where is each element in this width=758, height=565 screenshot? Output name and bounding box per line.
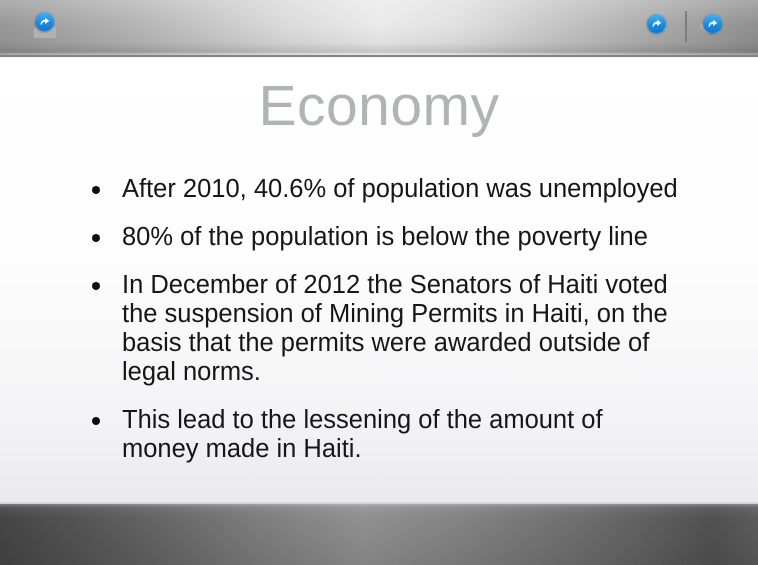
curved-redo-arrow-icon	[647, 14, 666, 33]
badge-divider	[685, 11, 687, 42]
bullet-text: In December of 2012 the Senators of Haiti voted the suspension of Mining Permits in Haiti, on the basis that the permits were awarded outside of legal norms.	[122, 271, 668, 386]
curved-redo-arrow-icon	[703, 14, 722, 33]
bullet-dot	[92, 417, 100, 425]
bullet-item	[92, 406, 758, 464]
slide-action-badge-prev[interactable]	[643, 13, 667, 39]
bullet-text: This lead to the lessening of the amount of money made in Haiti.	[122, 406, 603, 463]
slide-action-badge-left[interactable]	[33, 12, 57, 38]
bullet-item	[92, 223, 758, 252]
bullet-dot	[92, 234, 100, 242]
grain-texture	[0, 504, 758, 565]
bullet-text: 80% of the population is below the poverty line	[122, 223, 648, 251]
slide-title: Economy	[258, 74, 500, 138]
bullet-dot	[92, 186, 100, 194]
bullet-text: After 2010, 40.6% of population was unemployed	[122, 175, 678, 203]
bullet-dot	[92, 282, 100, 290]
bullet-item	[92, 271, 758, 387]
bullet-list	[0, 175, 758, 464]
bullet-item	[92, 175, 758, 204]
bottom-chrome-band	[0, 502, 758, 565]
top-chrome-band	[0, 0, 758, 57]
curved-redo-arrow-icon	[35, 12, 54, 31]
slide-action-badge-next[interactable]	[699, 13, 723, 39]
slide-canvas	[0, 57, 758, 502]
